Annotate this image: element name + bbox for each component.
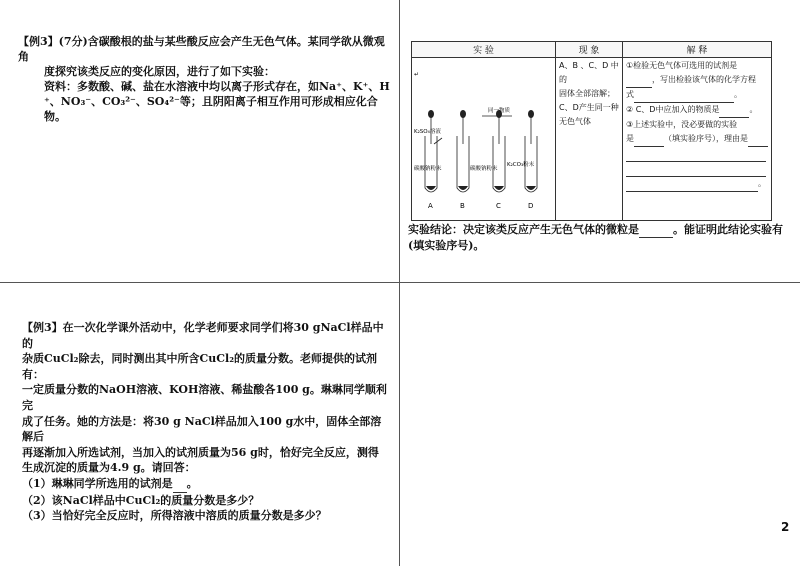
tube-a: [425, 136, 437, 192]
header-phenomenon: 现 象: [556, 42, 623, 58]
label-na2co3-left: 碳酸钠粉末: [414, 166, 442, 172]
label-same-substance: 同一物质: [488, 108, 511, 114]
label-na2co3-right: 碳酸钠粉末: [470, 166, 498, 172]
q2-item-1: （1）琳琳同学所选用的试剂是: [22, 476, 173, 490]
q1-line-2: 度探究该类反应的变化原因，进行了如下实验：: [44, 65, 275, 78]
question-2: 【例3】在一次化学课外活动中，化学老师要求同学们将30 gNaCl样品中的 杂质CuCl₂除去，同时测出其中所含CuCl₂的质量分数。老师提供的试剂有： 一定质量分数的NaOH溶液、KOH溶液、稀盐酸各100 g。琳琳同学顺利完 成了任务。她的方法是：将30 g NaCl样品加入100 g水中，固体全部溶解后 再逐渐加入所选试剂，当加入的试剂质量为56 g时，恰好完全反应，测得 生成沉淀的质量为4.9 g。请回答： （1）琳琳同学所选用的试剂是 。 （2）该NaCl样品中CuCl₂的质量分数是多少？ （3）当恰好完全反应时，所得溶液中溶质的质量分数是多少？: [22, 321, 387, 523]
q2-item-3: （3）当恰好完全反应时，所得溶液中溶质的质量分数是多少？: [22, 509, 327, 523]
phenomenon-line: A、B 、C、D 中的: [559, 61, 619, 84]
tube-label-c: C: [496, 202, 501, 210]
conclusion-line-2: (填实验序号)。: [408, 239, 485, 252]
explanation-line: （填实验序号），理由是: [664, 134, 748, 143]
q2-line: 杂质CuCl₂除去，同时测出其中所含CuCl₂的质量分数。老师提供的试剂有：: [22, 352, 378, 381]
blank-reason-line[interactable]: [626, 147, 766, 162]
conclusion-line-1: 实验结论：决定该类反应产生无色气体的微粒是: [408, 223, 639, 236]
blank-exp-number[interactable]: [634, 132, 664, 147]
label-k2so4: K₂SO₄溶液: [414, 129, 441, 135]
tube-label-b: B: [460, 202, 465, 210]
explanation-cell: ①检验无色气体可选用的试剂是 ，写出检验该气体的化学方程 式 。 ② C、D中应加入的物质是 。 ③上述实验中，没必要做的实验 是 （填实验序号），理由是 。: [623, 58, 772, 221]
question-1: [18, 34, 392, 124]
conclusion-line-1-end: 。能证明此结论实验有: [673, 223, 783, 236]
blank-reason-line[interactable]: [626, 162, 766, 177]
blank-reason-start[interactable]: [748, 132, 768, 147]
horizontal-divider: [0, 282, 800, 283]
q2-line: 成了任务。她的方法是：将30 g NaCl样品加入100 g水中，固体全部溶解后: [22, 414, 382, 444]
q2-line: 一定质量分数的NaOH溶液、KOH溶液、稀盐酸各100 g。琳琳同学顺利完: [22, 383, 387, 412]
tube-c: [493, 136, 505, 192]
header-explanation: 解 释: [623, 42, 772, 58]
q1-line-4: ⁺、NO₃⁻、CO₃²⁻、SO₄²⁻等；且阴阳离子相互作用可形成相应化合物。: [44, 95, 378, 123]
blank-particle[interactable]: [639, 222, 673, 238]
caret-mark: ↵: [414, 71, 420, 78]
experiment-table: [411, 41, 772, 221]
q1-line-1: 【例3】(7分)含碳酸根的盐与某些酸反应会产生无色气体。某同学欲从微观角: [18, 35, 385, 63]
blank-substance[interactable]: [719, 103, 749, 118]
q2-line: 生成沉淀的质量为4.9 g。请回答：: [22, 461, 196, 475]
explanation-line: ，写出检验该气体的化学方程: [652, 75, 756, 84]
explanation-line: ③上述实验中，没必要做的实验: [626, 120, 738, 129]
phenomenon-line: 固体全部溶解；: [559, 89, 615, 98]
vertical-divider: [399, 0, 400, 566]
explanation-line: 是: [626, 134, 634, 143]
phenomenon-cell: [556, 58, 623, 221]
q1-line-3: 资料：多数酸、碱、盐在水溶液中均以离子形式存在，如Na⁺、K⁺、H: [44, 80, 390, 93]
phenomenon-line: C、D产生同一种: [559, 103, 619, 112]
explanation-line: ② C、D中应加入的物质是: [626, 105, 720, 114]
experiment-conclusion: [408, 222, 783, 253]
phenomenon-line: 无色气体: [559, 117, 591, 126]
blank-reason-line[interactable]: [626, 177, 758, 192]
explanation-line: 式: [626, 90, 634, 99]
page-number: 2: [781, 520, 790, 534]
q2-item-2: （2）该NaCl样品中CuCl₂的质量分数是多少？: [22, 493, 260, 507]
blank-reagent-answer[interactable]: [173, 476, 187, 493]
q2-line: 【例3】在一次化学课外活动中，化学老师要求同学们将30 gNaCl样品中的: [22, 321, 384, 350]
test-tube-apparatus-diagram: [412, 58, 549, 218]
blank-equation[interactable]: [634, 88, 734, 103]
label-k2co3: K₂CO₃粉末: [507, 162, 535, 168]
tube-b: [457, 136, 469, 192]
explanation-line: ①检验无色气体可选用的试剂是: [626, 61, 738, 70]
apparatus-cell: [412, 58, 556, 221]
tube-label-a: A: [428, 202, 433, 210]
q2-line: 再逐渐加入所选试剂，当加入的试剂质量为56 g时，恰好完全反应，测得: [22, 445, 379, 459]
header-experiment: 实 验: [412, 42, 556, 58]
tube-label-d: D: [528, 202, 534, 210]
blank-reagent[interactable]: [626, 73, 652, 88]
